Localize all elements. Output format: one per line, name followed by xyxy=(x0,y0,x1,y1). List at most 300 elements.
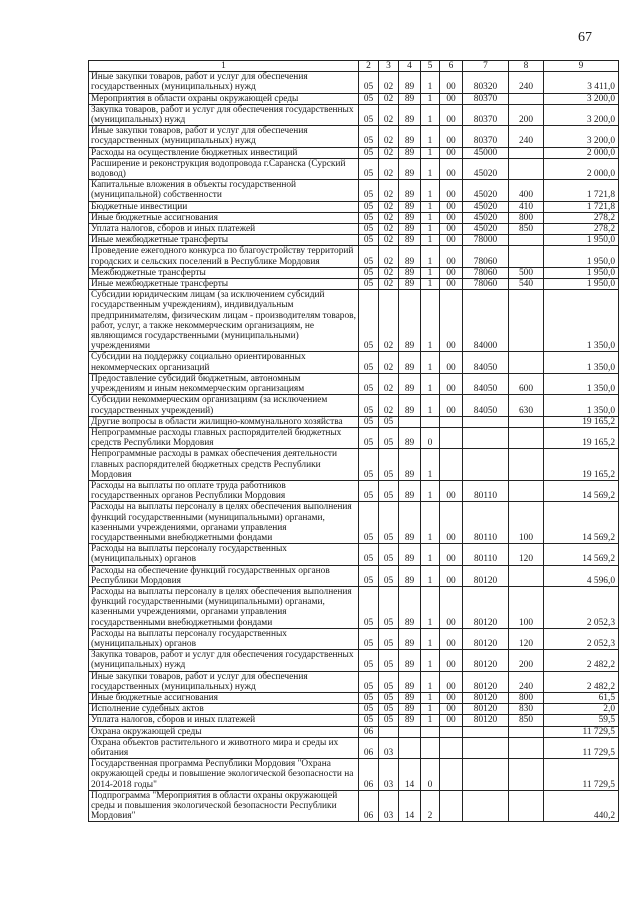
main-event-code-cell: 00 xyxy=(440,235,463,246)
table-row xyxy=(89,201,619,212)
row-name-cell: Расходы на выплаты персоналу в целях обеспечения выполнения функций государственными (муниципальными) органами, казенными учреждениями, органами управления государственными внебюджетными фондами xyxy=(89,502,359,544)
section-code-cell: 05 xyxy=(359,158,379,179)
main-event-code-cell: 00 xyxy=(440,395,463,416)
main-event-code-cell: 00 xyxy=(440,628,463,649)
direction-code-cell: 84050 xyxy=(463,373,509,394)
section-code-cell: 05 xyxy=(359,671,379,692)
row-name-cell: Непрограммные расходы главных распорядителей бюджетных средств Республики Мордовия xyxy=(89,427,359,448)
table-row xyxy=(89,212,619,223)
section-code-cell: 05 xyxy=(359,352,379,373)
subsection-code-cell: 05 xyxy=(379,416,399,427)
subsection-code-cell: 02 xyxy=(379,180,399,201)
subprogram-code-cell: 1 xyxy=(421,671,440,692)
direction-code-cell: 80320 xyxy=(463,72,509,93)
program-code-cell: 89 xyxy=(399,279,421,290)
subsection-code-cell: 02 xyxy=(379,267,399,278)
amount-cell: 1 721,8 xyxy=(544,201,619,212)
subsection-code-cell: 05 xyxy=(379,449,399,481)
amount-cell: 2,0 xyxy=(544,704,619,715)
subsection-code-cell: 02 xyxy=(379,279,399,290)
subprogram-code-cell: 1 xyxy=(421,201,440,212)
subprogram-code-cell: 1 xyxy=(421,126,440,147)
subprogram-code-cell: 1 xyxy=(421,449,440,481)
table-header-row xyxy=(89,61,619,72)
main-event-code-cell: 00 xyxy=(440,373,463,394)
row-name-cell: Субсидии на поддержку социально ориентированных некоммерческих организаций xyxy=(89,352,359,373)
budget-table xyxy=(88,60,619,822)
table-row xyxy=(89,352,619,373)
table-row xyxy=(89,246,619,267)
amount-cell: 1 350,0 xyxy=(544,373,619,394)
section-code-cell: 05 xyxy=(359,72,379,93)
subsection-code-cell: 05 xyxy=(379,650,399,671)
main-event-code-cell: 00 xyxy=(440,72,463,93)
main-event-code-cell: 00 xyxy=(440,104,463,125)
expense-type-code-cell: 200 xyxy=(509,650,544,671)
amount-cell: 3 200,0 xyxy=(544,93,619,104)
program-code-cell: 89 xyxy=(399,373,421,394)
program-code-cell: 89 xyxy=(399,449,421,481)
subprogram-code-cell: 1 xyxy=(421,212,440,223)
expense-type-code-cell: 850 xyxy=(509,715,544,726)
program-code-cell: 89 xyxy=(399,395,421,416)
program-code-cell: 89 xyxy=(399,126,421,147)
main-event-code-cell: 00 xyxy=(440,586,463,628)
header-cell: 9 xyxy=(544,61,619,72)
subsection-code-cell: 02 xyxy=(379,201,399,212)
amount-cell: 11 729,5 xyxy=(544,759,619,791)
amount-cell: 1 721,8 xyxy=(544,180,619,201)
program-code-cell: 89 xyxy=(399,158,421,179)
subsection-code-cell: 05 xyxy=(379,692,399,703)
subprogram-code-cell: 1 xyxy=(421,628,440,649)
row-name-cell: Расходы на выплаты персоналу в целях обеспечения выполнения функций государственными (муниципальными) органами, казенными учреждениями, органами управления государственными внебюджетными фондами xyxy=(89,586,359,628)
expense-type-code-cell: 240 xyxy=(509,671,544,692)
table-row xyxy=(89,480,619,501)
direction-code-cell: 45020 xyxy=(463,158,509,179)
header-cell: 4 xyxy=(399,61,421,72)
direction-code-cell: 45020 xyxy=(463,224,509,235)
program-code-cell: 89 xyxy=(399,267,421,278)
section-code-cell: 05 xyxy=(359,628,379,649)
table-row xyxy=(89,628,619,649)
section-code-cell: 05 xyxy=(359,449,379,481)
program-code-cell: 89 xyxy=(399,628,421,649)
main-event-code-cell: 00 xyxy=(440,502,463,544)
expense-type-code-cell xyxy=(509,726,544,737)
subsection-code-cell: 05 xyxy=(379,715,399,726)
row-name-cell: Охрана окружающей среды xyxy=(89,726,359,737)
amount-cell: 1 350,0 xyxy=(544,352,619,373)
program-code-cell: 89 xyxy=(399,290,421,352)
section-code-cell: 05 xyxy=(359,212,379,223)
direction-code-cell xyxy=(463,416,509,427)
direction-code-cell: 45000 xyxy=(463,147,509,158)
section-code-cell: 05 xyxy=(359,246,379,267)
section-code-cell: 05 xyxy=(359,544,379,565)
expense-type-code-cell xyxy=(509,352,544,373)
direction-code-cell: 80370 xyxy=(463,104,509,125)
subprogram-code-cell: 1 xyxy=(421,352,440,373)
subprogram-code-cell: 1 xyxy=(421,502,440,544)
direction-code-cell: 78060 xyxy=(463,246,509,267)
section-code-cell: 06 xyxy=(359,737,379,758)
subprogram-code-cell: 1 xyxy=(421,290,440,352)
subsection-code-cell: 02 xyxy=(379,158,399,179)
direction-code-cell xyxy=(463,759,509,791)
main-event-code-cell: 00 xyxy=(440,126,463,147)
amount-cell: 440,2 xyxy=(544,790,619,822)
main-event-code-cell: 00 xyxy=(440,279,463,290)
program-code-cell: 89 xyxy=(399,671,421,692)
table-row xyxy=(89,235,619,246)
subprogram-code-cell xyxy=(421,416,440,427)
subsection-code-cell: 02 xyxy=(379,93,399,104)
direction-code-cell: 78060 xyxy=(463,267,509,278)
section-code-cell: 06 xyxy=(359,726,379,737)
main-event-code-cell: 00 xyxy=(440,180,463,201)
expense-type-code-cell xyxy=(509,416,544,427)
main-event-code-cell: 00 xyxy=(440,715,463,726)
direction-code-cell: 80120 xyxy=(463,565,509,586)
section-code-cell: 05 xyxy=(359,650,379,671)
amount-cell: 278,2 xyxy=(544,224,619,235)
subsection-code-cell: 05 xyxy=(379,502,399,544)
program-code-cell: 89 xyxy=(399,212,421,223)
expense-type-code-cell xyxy=(509,565,544,586)
amount-cell: 1 350,0 xyxy=(544,395,619,416)
program-code-cell: 89 xyxy=(399,715,421,726)
amount-cell: 3 411,0 xyxy=(544,72,619,93)
header-cell: 2 xyxy=(359,61,379,72)
subprogram-code-cell: 1 xyxy=(421,692,440,703)
main-event-code-cell xyxy=(440,759,463,791)
direction-code-cell: 78000 xyxy=(463,235,509,246)
main-event-code-cell: 00 xyxy=(440,692,463,703)
row-name-cell: Бюджетные инвестиции xyxy=(89,201,359,212)
direction-code-cell: 84050 xyxy=(463,352,509,373)
header-cell: 7 xyxy=(463,61,509,72)
row-name-cell: Капитальные вложения в объекты государственной (муниципальной) собственности xyxy=(89,180,359,201)
subsection-code-cell: 02 xyxy=(379,246,399,267)
expense-type-code-cell xyxy=(509,235,544,246)
program-code-cell: 89 xyxy=(399,201,421,212)
subprogram-code-cell: 1 xyxy=(421,650,440,671)
row-name-cell: Охрана объектов растительного и животного мира и среды их обитания xyxy=(89,737,359,758)
subprogram-code-cell: 1 xyxy=(421,93,440,104)
program-code-cell: 89 xyxy=(399,692,421,703)
subsection-code-cell: 05 xyxy=(379,427,399,448)
row-name-cell: Иные бюджетные ассигнования xyxy=(89,692,359,703)
row-name-cell: Иные бюджетные ассигнования xyxy=(89,212,359,223)
table-row xyxy=(89,147,619,158)
section-code-cell: 06 xyxy=(359,759,379,791)
section-code-cell: 05 xyxy=(359,565,379,586)
expense-type-code-cell xyxy=(509,427,544,448)
expense-type-code-cell xyxy=(509,737,544,758)
amount-cell: 14 569,2 xyxy=(544,502,619,544)
row-name-cell: Расходы на выплаты по оплате труда работников государственных органов Республики Мордовия xyxy=(89,480,359,501)
direction-code-cell: 80110 xyxy=(463,480,509,501)
subprogram-code-cell: 1 xyxy=(421,395,440,416)
direction-code-cell xyxy=(463,427,509,448)
subprogram-code-cell: 1 xyxy=(421,565,440,586)
amount-cell: 3 200,0 xyxy=(544,126,619,147)
subsection-code-cell: 02 xyxy=(379,126,399,147)
main-event-code-cell: 00 xyxy=(440,267,463,278)
main-event-code-cell: 00 xyxy=(440,544,463,565)
expense-type-code-cell: 850 xyxy=(509,224,544,235)
row-name-cell: Субсидии юридическим лицам (за исключением субсидий государственным учреждениям), индивидуальным предпринимателям, физическим лицам - производителям товаров, работ, услуг, а также некоммерческим организациям, не являющимся государственными (муниципальными) учреждениями xyxy=(89,290,359,352)
row-name-cell: Подпрограмма "Мероприятия в области охраны окружающей среды и повышения экологической безопасности Республики Мордовия" xyxy=(89,790,359,822)
section-code-cell: 05 xyxy=(359,502,379,544)
section-code-cell: 05 xyxy=(359,704,379,715)
main-event-code-cell: 00 xyxy=(440,212,463,223)
subprogram-code-cell: 1 xyxy=(421,224,440,235)
table-row xyxy=(89,104,619,125)
program-code-cell: 89 xyxy=(399,586,421,628)
amount-cell: 14 569,2 xyxy=(544,544,619,565)
table-row xyxy=(89,737,619,758)
program-code-cell: 14 xyxy=(399,759,421,791)
program-code-cell: 89 xyxy=(399,235,421,246)
subprogram-code-cell: 1 xyxy=(421,158,440,179)
table-row xyxy=(89,715,619,726)
program-code-cell: 89 xyxy=(399,427,421,448)
program-code-cell: 89 xyxy=(399,104,421,125)
subprogram-code-cell: 1 xyxy=(421,235,440,246)
expense-type-code-cell xyxy=(509,790,544,822)
row-name-cell: Расходы на обеспечение функций государственных органов Республики Мордовия xyxy=(89,565,359,586)
row-name-cell: Иные закупки товаров, работ и услуг для обеспечения государственных (муниципальных) нужд xyxy=(89,671,359,692)
section-code-cell: 05 xyxy=(359,235,379,246)
table-row xyxy=(89,449,619,481)
row-name-cell: Другие вопросы в области жилищно-коммунального хозяйства xyxy=(89,416,359,427)
main-event-code-cell: 00 xyxy=(440,480,463,501)
subsection-code-cell: 02 xyxy=(379,235,399,246)
subsection-code-cell: 02 xyxy=(379,352,399,373)
expense-type-code-cell xyxy=(509,147,544,158)
program-code-cell: 89 xyxy=(399,704,421,715)
table-row xyxy=(89,726,619,737)
direction-code-cell: 45020 xyxy=(463,201,509,212)
row-name-cell: Межбюджетные трансферты xyxy=(89,267,359,278)
direction-code-cell: 45020 xyxy=(463,180,509,201)
expense-type-code-cell: 120 xyxy=(509,544,544,565)
amount-cell: 2 000,0 xyxy=(544,147,619,158)
row-name-cell: Иные закупки товаров, работ и услуг для обеспечения государственных (муниципальных) нужд xyxy=(89,126,359,147)
program-code-cell xyxy=(399,737,421,758)
section-code-cell: 05 xyxy=(359,480,379,501)
table-row xyxy=(89,279,619,290)
expense-type-code-cell: 500 xyxy=(509,267,544,278)
section-code-cell: 05 xyxy=(359,279,379,290)
direction-code-cell: 80120 xyxy=(463,671,509,692)
expense-type-code-cell: 830 xyxy=(509,704,544,715)
subprogram-code-cell: 1 xyxy=(421,147,440,158)
subsection-code-cell: 03 xyxy=(379,790,399,822)
row-name-cell: Уплата налогов, сборов и иных платежей xyxy=(89,715,359,726)
main-event-code-cell: 00 xyxy=(440,93,463,104)
subsection-code-cell: 05 xyxy=(379,544,399,565)
row-name-cell: Закупка товаров, работ и услуг для обеспечения государственных (муниципальных) нужд xyxy=(89,104,359,125)
expense-type-code-cell xyxy=(509,290,544,352)
program-code-cell: 89 xyxy=(399,480,421,501)
direction-code-cell xyxy=(463,726,509,737)
row-name-cell: Уплата налогов, сборов и иных платежей xyxy=(89,224,359,235)
section-code-cell: 06 xyxy=(359,790,379,822)
program-code-cell: 14 xyxy=(399,790,421,822)
main-event-code-cell: 00 xyxy=(440,704,463,715)
subprogram-code-cell: 1 xyxy=(421,267,440,278)
direction-code-cell: 80370 xyxy=(463,126,509,147)
section-code-cell: 05 xyxy=(359,147,379,158)
direction-code-cell: 80110 xyxy=(463,544,509,565)
main-event-code-cell xyxy=(440,790,463,822)
direction-code-cell xyxy=(463,449,509,481)
main-event-code-cell xyxy=(440,726,463,737)
section-code-cell: 05 xyxy=(359,427,379,448)
amount-cell: 1 950,0 xyxy=(544,246,619,267)
subprogram-code-cell: 2 xyxy=(421,790,440,822)
subprogram-code-cell xyxy=(421,726,440,737)
subprogram-code-cell: 1 xyxy=(421,72,440,93)
subsection-code-cell: 02 xyxy=(379,72,399,93)
main-event-code-cell: 00 xyxy=(440,650,463,671)
subprogram-code-cell: 1 xyxy=(421,246,440,267)
table-row xyxy=(89,224,619,235)
header-cell: 3 xyxy=(379,61,399,72)
expense-type-code-cell xyxy=(509,246,544,267)
row-name-cell: Непрограммные расходы в рамках обеспечения деятельности главных распорядителей бюджетных средств Республики Мордовия xyxy=(89,449,359,481)
program-code-cell: 89 xyxy=(399,93,421,104)
main-event-code-cell: 00 xyxy=(440,201,463,212)
header-cell: 6 xyxy=(440,61,463,72)
expense-type-code-cell: 600 xyxy=(509,373,544,394)
main-event-code-cell xyxy=(440,427,463,448)
table-row xyxy=(89,565,619,586)
expense-type-code-cell xyxy=(509,480,544,501)
direction-code-cell: 45020 xyxy=(463,212,509,223)
row-name-cell: Иные межбюджетные трансферты xyxy=(89,235,359,246)
program-code-cell: 89 xyxy=(399,502,421,544)
subsection-code-cell: 03 xyxy=(379,737,399,758)
section-code-cell: 05 xyxy=(359,201,379,212)
header-cell: 8 xyxy=(509,61,544,72)
expense-type-code-cell: 800 xyxy=(509,692,544,703)
amount-cell: 1 950,0 xyxy=(544,235,619,246)
main-event-code-cell xyxy=(440,416,463,427)
program-code-cell: 89 xyxy=(399,544,421,565)
amount-cell: 11 729,5 xyxy=(544,737,619,758)
table-row xyxy=(89,158,619,179)
expense-type-code-cell: 240 xyxy=(509,72,544,93)
table-row xyxy=(89,544,619,565)
subprogram-code-cell: 1 xyxy=(421,104,440,125)
row-name-cell: Иные межбюджетные трансферты xyxy=(89,279,359,290)
subprogram-code-cell: 1 xyxy=(421,715,440,726)
table-row xyxy=(89,267,619,278)
subprogram-code-cell: 1 xyxy=(421,704,440,715)
table-row xyxy=(89,416,619,427)
table-row xyxy=(89,586,619,628)
main-event-code-cell: 00 xyxy=(440,224,463,235)
program-code-cell: 89 xyxy=(399,246,421,267)
program-code-cell: 89 xyxy=(399,72,421,93)
amount-cell: 19 165,2 xyxy=(544,416,619,427)
header-cell: 1 xyxy=(89,61,359,72)
expense-type-code-cell xyxy=(509,93,544,104)
subsection-code-cell: 02 xyxy=(379,147,399,158)
expense-type-code-cell: 100 xyxy=(509,502,544,544)
page-number: 67 xyxy=(578,30,592,45)
subprogram-code-cell: 0 xyxy=(421,759,440,791)
expense-type-code-cell: 630 xyxy=(509,395,544,416)
direction-code-cell: 80120 xyxy=(463,715,509,726)
row-name-cell: Расходы на осуществление бюджетных инвестиций xyxy=(89,147,359,158)
amount-cell: 1 950,0 xyxy=(544,267,619,278)
table-row xyxy=(89,72,619,93)
main-event-code-cell: 00 xyxy=(440,671,463,692)
direction-code-cell: 84000 xyxy=(463,290,509,352)
program-code-cell: 89 xyxy=(399,224,421,235)
program-code-cell: 89 xyxy=(399,650,421,671)
main-event-code-cell: 00 xyxy=(440,246,463,267)
row-name-cell: Субсидии некоммерческим организациям (за исключением государственных учреждений) xyxy=(89,395,359,416)
subsection-code-cell: 02 xyxy=(379,104,399,125)
amount-cell: 278,2 xyxy=(544,212,619,223)
program-code-cell: 89 xyxy=(399,180,421,201)
subsection-code-cell: 05 xyxy=(379,628,399,649)
expense-type-code-cell: 400 xyxy=(509,180,544,201)
table-row xyxy=(89,126,619,147)
row-name-cell: Расширение и реконструкция водопровода г.Саранска (Сурский водовод) xyxy=(89,158,359,179)
direction-code-cell: 80120 xyxy=(463,692,509,703)
subsection-code-cell: 05 xyxy=(379,480,399,501)
amount-cell: 2 482,2 xyxy=(544,671,619,692)
subprogram-code-cell: 1 xyxy=(421,180,440,201)
section-code-cell: 05 xyxy=(359,373,379,394)
direction-code-cell: 80110 xyxy=(463,502,509,544)
expense-type-code-cell: 100 xyxy=(509,586,544,628)
amount-cell: 61,5 xyxy=(544,692,619,703)
table-row xyxy=(89,650,619,671)
program-code-cell xyxy=(399,416,421,427)
direction-code-cell xyxy=(463,790,509,822)
section-code-cell: 05 xyxy=(359,224,379,235)
table-row xyxy=(89,704,619,715)
expense-type-code-cell: 410 xyxy=(509,201,544,212)
subprogram-code-cell: 1 xyxy=(421,544,440,565)
expense-type-code-cell xyxy=(509,449,544,481)
amount-cell: 4 596,0 xyxy=(544,565,619,586)
subsection-code-cell: 02 xyxy=(379,373,399,394)
subsection-code-cell: 02 xyxy=(379,395,399,416)
row-name-cell: Государственная программа Республики Мордовия "Охрана окружающей среды и повышение экологической безопасности на 2014-2018 годы" xyxy=(89,759,359,791)
section-code-cell: 05 xyxy=(359,395,379,416)
table-row xyxy=(89,671,619,692)
subprogram-code-cell: 0 xyxy=(421,427,440,448)
direction-code-cell: 80120 xyxy=(463,628,509,649)
table-row xyxy=(89,373,619,394)
section-code-cell: 05 xyxy=(359,586,379,628)
row-name-cell: Расходы на выплаты персоналу государственных (муниципальных) органов xyxy=(89,544,359,565)
program-code-cell xyxy=(399,726,421,737)
expense-type-code-cell: 540 xyxy=(509,279,544,290)
program-code-cell: 89 xyxy=(399,147,421,158)
row-name-cell: Исполнение судебных актов xyxy=(89,704,359,715)
direction-code-cell xyxy=(463,737,509,758)
